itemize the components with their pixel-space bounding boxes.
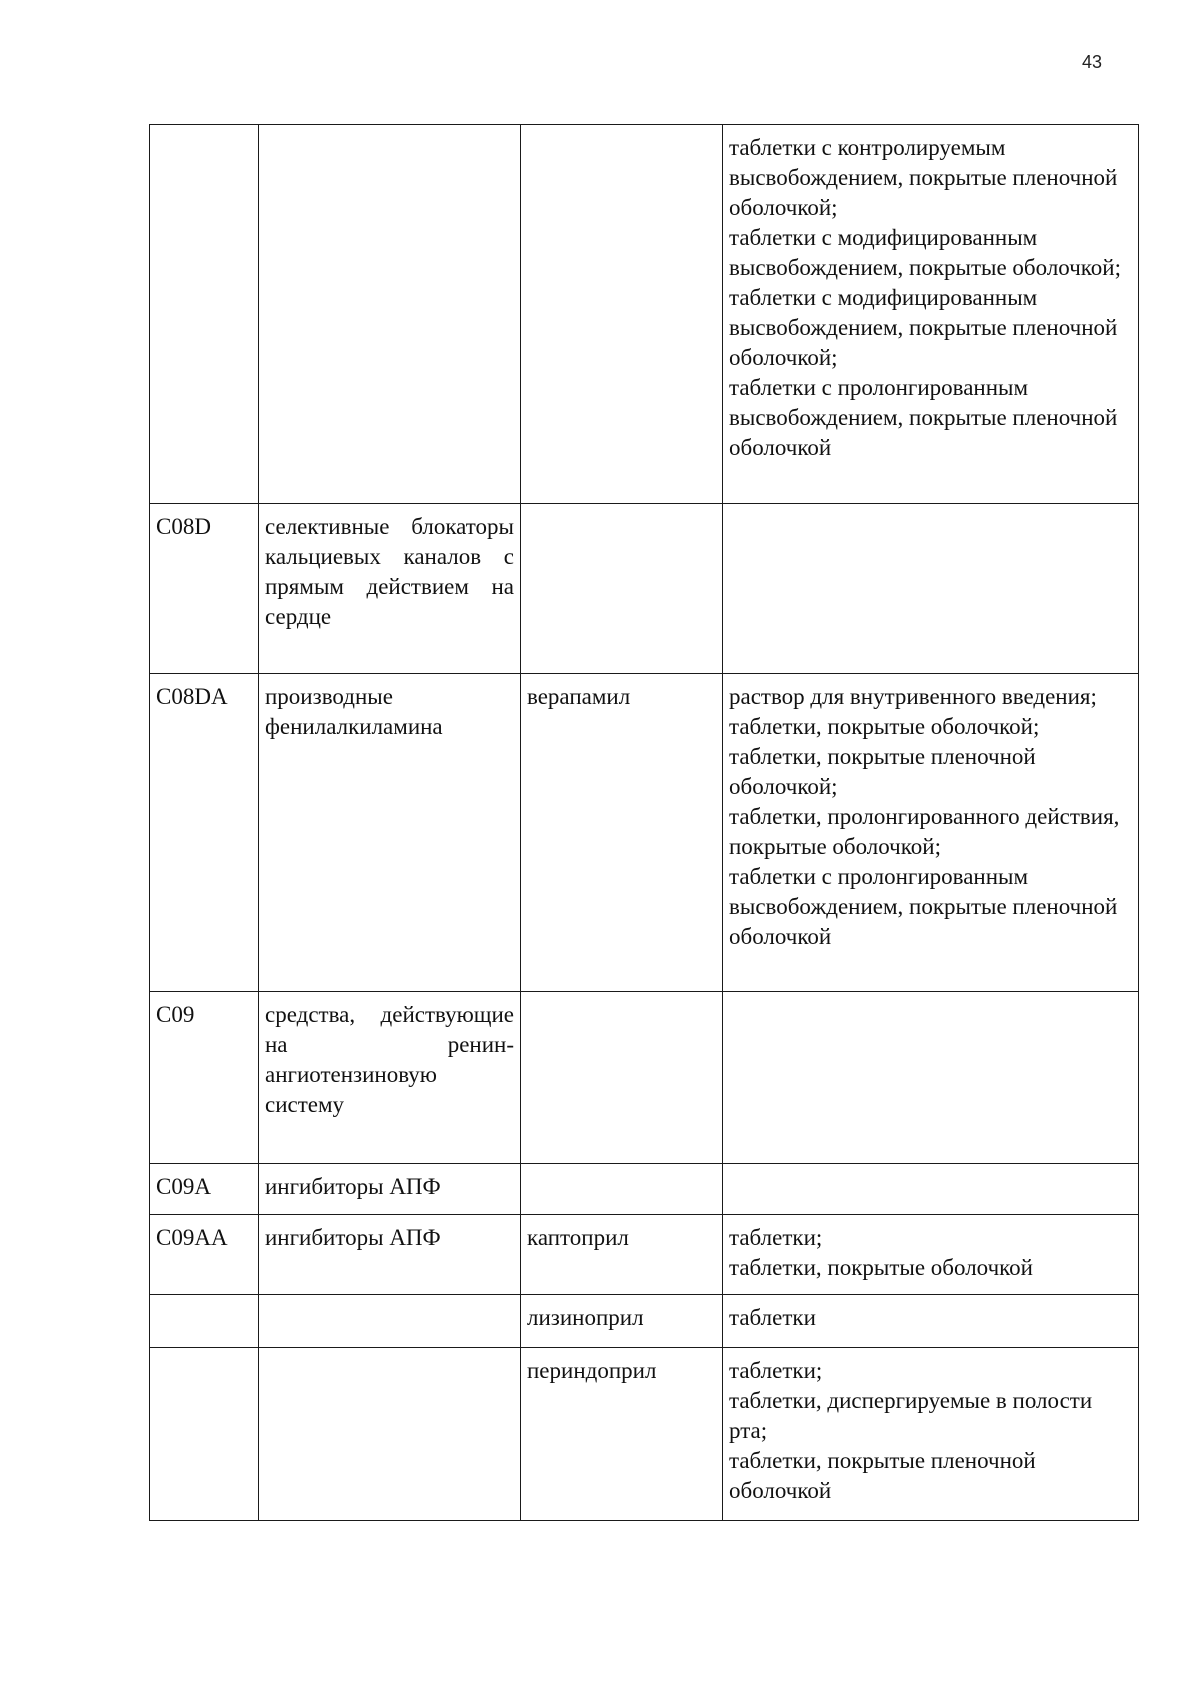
dosage-form-line: таблетки, покрытые пленочной оболочкой [729,1448,1036,1503]
group-cell: средства, действующие на ренин-ангиотензиновую систему [259,992,521,1164]
dosage-form-line: таблетки с модифицированным высвобождением, покрытые пленочной оболочкой; [729,285,1118,370]
group-cell [259,125,521,504]
dosage-form-line: таблетки, диспергируемые в полости рта; [729,1388,1093,1443]
atc-code-cell [150,1348,259,1521]
dosage-forms-cell [723,1348,1139,1521]
atc-code-cell: C09A [150,1164,259,1215]
table-row [150,1348,1139,1521]
dosage-forms-cell [723,1215,1139,1295]
group-cell [259,1348,521,1521]
dosage-forms-cell [723,1164,1139,1215]
dosage-form-line: раствор для внутривенного введения; [729,684,1097,709]
dosage-form-line: таблетки, пролонгированного действия, покрытые оболочкой; [729,804,1120,859]
dosage-form-line: таблетки [729,1305,816,1330]
dosage-form-line: таблетки с пролонгированным высвобождением, покрытые пленочной оболочкой [729,864,1118,949]
page-number: 43 [1082,52,1103,72]
drug-name-cell: каптоприл [521,1215,723,1295]
table-row [150,504,1139,674]
table-row [150,1215,1139,1295]
dosage-form-line: таблетки, покрытые пленочной оболочкой; [729,744,1036,799]
group-cell: селективные блокаторы кальциевых каналов с прямым действием на сердце [259,504,521,674]
dosage-forms-cell [723,504,1139,674]
atc-code-cell: C08D [150,504,259,674]
drug-name-cell: лизиноприл [521,1295,723,1348]
atc-code-cell: C09AA [150,1215,259,1295]
group-cell [259,1295,521,1348]
dosage-forms-cell [723,1295,1139,1348]
atc-code-cell [150,1295,259,1348]
table-row [150,674,1139,992]
atc-code-cell: C08DA [150,674,259,992]
dosage-forms-cell [723,992,1139,1164]
drug-name-cell [521,504,723,674]
drug-name-cell: периндоприл [521,1348,723,1521]
dosage-form-line: таблетки, покрытые оболочкой [729,1255,1033,1280]
dosage-form-line: таблетки с контролируемым высвобождением, покрытые пленочной оболочкой; [729,135,1118,220]
drug-name-cell [521,992,723,1164]
drug-name-cell [521,125,723,504]
dosage-form-line: таблетки с пролонгированным высвобождением, покрытые пленочной оболочкой [729,375,1118,460]
table-row [150,1295,1139,1348]
dosage-form-line: таблетки; [729,1358,823,1383]
dosage-forms-cell [723,125,1139,504]
table-row [150,125,1139,504]
dosage-form-line: таблетки; [729,1225,823,1250]
table-row [150,1164,1139,1215]
dosage-form-line: таблетки, покрытые оболочкой; [729,714,1040,739]
atc-code-cell: C09 [150,992,259,1164]
table-row [150,992,1139,1164]
dosage-forms-cell [723,674,1139,992]
drug-table [149,124,1139,1521]
drug-name-cell: верапамил [521,674,723,992]
group-cell: ингибиторы АПФ [259,1215,521,1295]
drug-name-cell [521,1164,723,1215]
group-cell: ингибиторы АПФ [259,1164,521,1215]
group-cell: производные фенилалкиламина [259,674,521,992]
dosage-form-line: таблетки с модифицированным высвобождением, покрытые оболочкой; [729,225,1121,280]
atc-code-cell [150,125,259,504]
